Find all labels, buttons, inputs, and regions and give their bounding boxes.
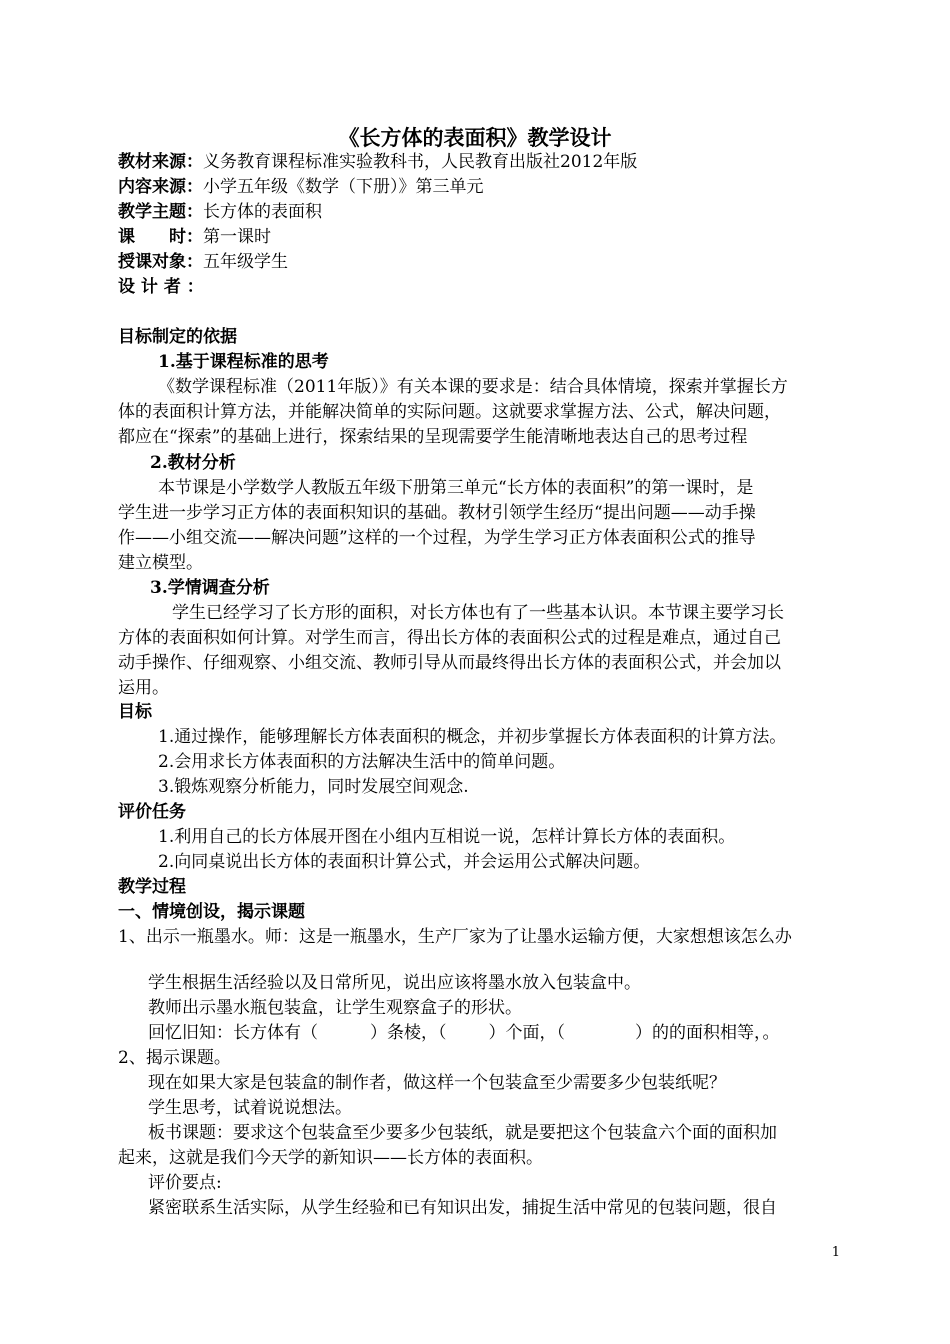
meta-value: 五年级学生 [203,252,288,272]
paragraph-line: 评价要点: [148,1173,222,1193]
recall-line [148,1021,780,1045]
paragraph-line: 《数学课程标准（2011年版）》有关本课的要求是：结合具体情境，探索并掌握长方 [158,377,788,397]
paragraph-line: 学生根据生活经验以及日常所见，说出应该将墨水放入包装盒中。 [148,973,641,993]
subheading-part1: 一、情境创设，揭示课题 [118,902,305,922]
paragraph-line: 学生已经学习了长方形的面积，对长方体也有了一些基本认识。本节课主要学习长 [172,603,784,623]
recall-text: 回忆旧知：长方体有（ [148,1023,318,1043]
meta-label: 课 [118,227,135,247]
subheading-learners: 3.学情调查分析 [150,578,270,598]
meta-label: 设 计 者 ： [118,277,204,297]
section-heading-tasks: 评价任务 [118,802,186,822]
recall-text: ）条棱，（ [370,1023,447,1043]
meta-period [118,225,271,249]
paragraph-line: 教师出示墨水瓶包装盒，让学生观察盒子的形状。 [148,998,522,1018]
meta-label: 内容来源： [118,177,203,197]
recall-text: ）的的面积相等，。 [635,1023,780,1043]
paragraph-line: 动手操作、仔细观察、小组交流、教师引导从而最终得出长方体的表面积公式，并会加以 [118,653,781,673]
list-item: 1.利用自己的长方体展开图在小组内互相说一说，怎样计算长方体的表面积。 [158,827,736,847]
paragraph-line: 起来，这就是我们今天学的新知识——长方体的表面积。 [118,1148,543,1168]
paragraph-line: 建立模型。 [118,553,203,573]
paragraph-line: 2、揭示课题。 [118,1048,231,1068]
paragraph-line: 紧密联系生活实际，从学生经验和已有知识出发，捕捉生活中常见的包装问题，很自 [148,1198,777,1218]
paragraph-line: 学生进一步学习正方体的表面积知识的基础。教材引领学生经历“提出问题——动手操 [118,503,756,523]
list-item: 3.锻炼观察分析能力，同时发展空间观念. [158,777,469,797]
meta-content [118,175,484,199]
meta-source [118,150,637,174]
paragraph-line: 方体的表面积如何计算。对学生而言，得出长方体的表面积公式的过程是难点，通过自己 [118,628,781,648]
meta-designer [118,275,204,299]
paragraph-line: 本节课是小学数学人教版五年级下册第三单元“长方体的表面积”的第一课时，是 [158,478,754,498]
list-item: 1.通过操作，能够理解长方体表面积的概念，并初步掌握长方体表面积的计算方法。 [158,727,787,747]
paragraph-line: 运用。 [118,678,169,698]
list-item: 2.会用求长方体表面积的方法解决生活中的简单问题。 [158,752,566,772]
paragraph-line: 板书课题：要求这个包装盒至少要多少包装纸，就是要把这个包装盒六个面的面积加 [148,1123,777,1143]
section-heading-process: 教学过程 [118,877,186,897]
paragraph-line: 学生思考，试着说说想法。 [148,1098,352,1118]
page-number: 1 [831,1245,840,1260]
section-heading-goals: 目标 [118,702,152,722]
meta-topic [118,200,322,224]
paragraph-line: 体的表面积计算方法，并能解决简单的实际问题。这就要求掌握方法、公式，解决问题， [118,402,781,422]
paragraph-line: 作——小组交流——解决问题”这样的一个过程，为学生学习正方体表面积公式的推导 [118,528,756,548]
subheading-standards: 1.基于课程标准的思考 [158,352,329,372]
meta-value: 长方体的表面积 [203,202,322,222]
meta-audience [118,250,288,274]
meta-label: 授课对象： [118,252,203,272]
subheading-textbook: 2.教材分析 [150,453,236,473]
paragraph-line: 现在如果大家是包装盒的制作者，做这样一个包装盒至少需要多少包装纸呢？ [148,1073,726,1093]
recall-text: ）个面，（ [488,1023,565,1043]
paragraph-line: 都应在“探索”的基础上进行，探索结果的呈现需要学生能清晰地表达自己的思考过程 [118,427,748,447]
meta-value: 小学五年级《数学（下册）》第三单元 [203,177,484,197]
meta-value: 义务教育课程标准实验教科书，人民教育出版社2012年版 [203,152,638,172]
meta-label: 教学主题： [118,202,203,222]
meta-value: 第一课时 [203,227,271,247]
meta-label: 时： [169,227,203,247]
document-title: 《长方体的表面积》教学设计 [338,125,612,150]
paragraph-line: 1、出示一瓶墨水。师：这是一瓶墨水，生产厂家为了让墨水运输方便，大家想想该怎么办 [118,927,792,947]
section-heading-basis: 目标制定的依据 [118,327,237,347]
list-item: 2.向同桌说出长方体的表面积计算公式，并会运用公式解决问题。 [158,852,651,872]
meta-label: 教材来源： [118,152,203,172]
